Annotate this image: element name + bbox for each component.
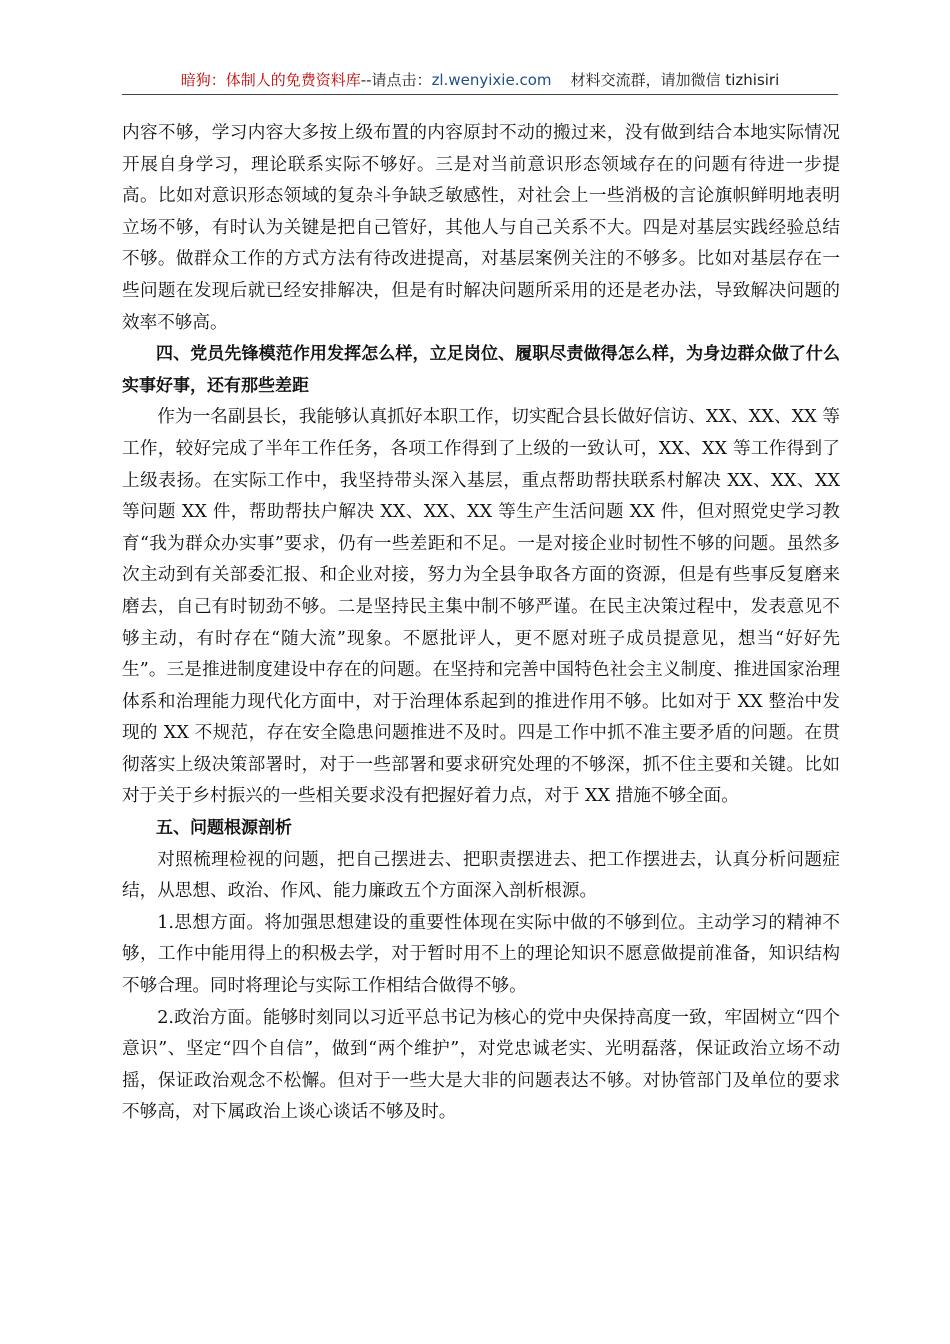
paragraph-2: 作为一名副县长，我能够认真抓好本职工作，切实配合县长做好信访、XX、XX、XX 等工作，较好完成了半年工作任务，各项工作得到了上级的一致认可，XX、XX 等工作得到了上级表扬。在实际工作中，我坚持带头深入基层，重点帮助帮扶联系村解决 XX、XX、XX 等问题 XX 件，帮助帮扶户解决 XX、XX、XX 等生产生活问题 XX 件，但对照党史学习教育“我为群众办实事”要求，仍有一些差距和不足。一是对接企业时韧性不够的问题。虽然多次主动到有关部委汇报、和企业对接，努力为全县争取各方面的资源，但是有些事反复磨来磨去，自己有时韧劲不够。二是坚持民主集中制不够严谨。在民主决策过程中，发表意见不够主动，有时存在“随大流”现象。不愿批评人，更不愿对班子成员提意见，想当“好好先生”。三是推进制度建设中存在的问题。在坚持和完善中国特色社会主义制度、推进国家治理体系和治理能力现代化方面中，对于治理体系起到的推进作用不够。比如对于 XX 整治中发现的 XX 不规范，存在安全隐患问题推进不及时。四是工作中抓不准主要矛盾的问题。在贯彻落实上级决策部署时，对于一些部署和要求研究处理的不够深，抓不住主要和关键。比如对于关于乡村振兴的一些相关要求没有把握好着力点，对于 XX 措施不够全面。 (122, 407, 840, 807)
paragraph-3: 对照梳理检视的问题，把自己摆进去、把职责摆进去、把工作摆进去，认真分析问题症结，从思想、政治、作风、能力廉政五个方面深入剖析根源。 (122, 849, 840, 902)
header-prompt: --请点击： (360, 71, 432, 89)
section-heading-5: 五、问题根源剖析 (156, 818, 292, 839)
header-divider (122, 94, 838, 95)
paragraph-5: 2.政治方面。能够时刻同以习近平总书记为核心的党中央保持高度一致，牢固树立“四个意识”、坚定“四个自信”，做到“两个维护”，对党忠诚老实、光明磊落，保证政治立场不动摇，保证政治观念不松懈。但对于一些大是大非的问题表达不够。对协管部门及单位的要求不够高，对下属政治上谈心谈话不够及时。 (122, 1007, 840, 1123)
paragraph-4: 1.思想方面。将加强思想建设的重要性体现在实际中做的不够到位。主动学习的精神不够，工作中能用得上的积极去学，对于暂时用不上的理论知识不愿意做提前准备，知识结构不够合理。同时将理论与实际工作相结合做得不够。 (122, 912, 840, 997)
header-title: 暗狗：体制人的免费资料库 (180, 71, 361, 89)
document-body (122, 118, 840, 1129)
header-contact: 材料交流群，请加微信 tizhisiri (570, 71, 780, 89)
section-heading-4: 四、党员先锋模范作用发挥怎么样，立足岗位、履职尽责做得怎么样，为身边群众做了什么实事好事，还有那些差距 (122, 344, 840, 396)
page-header (122, 70, 838, 94)
paragraph-1: 内容不够，学习内容大多按上级布置的内容原封不动的搬过来，没有做到结合本地实际情况开展自身学习，理论联系实际不够好。三是对当前意识形态领域存在的问题有待进一步提高。比如对意识形态领域的复杂斗争缺乏敏感性，对社会上一些消极的言论旗帜鲜明地表明立场不够，有时认为关键是把自己管好，其他人与自己关系不大。四是对基层实践经验总结不够。做群众工作的方式方法有待改进提高，对基层案例关注的不够多。比如对基层存在一些问题在发现后就已经安排解决，但是有时解决问题所采用的还是老办法，导致解决问题的效率不够高。 (122, 123, 840, 333)
header-url-link[interactable]: zl.wenyixie.com (431, 71, 552, 89)
